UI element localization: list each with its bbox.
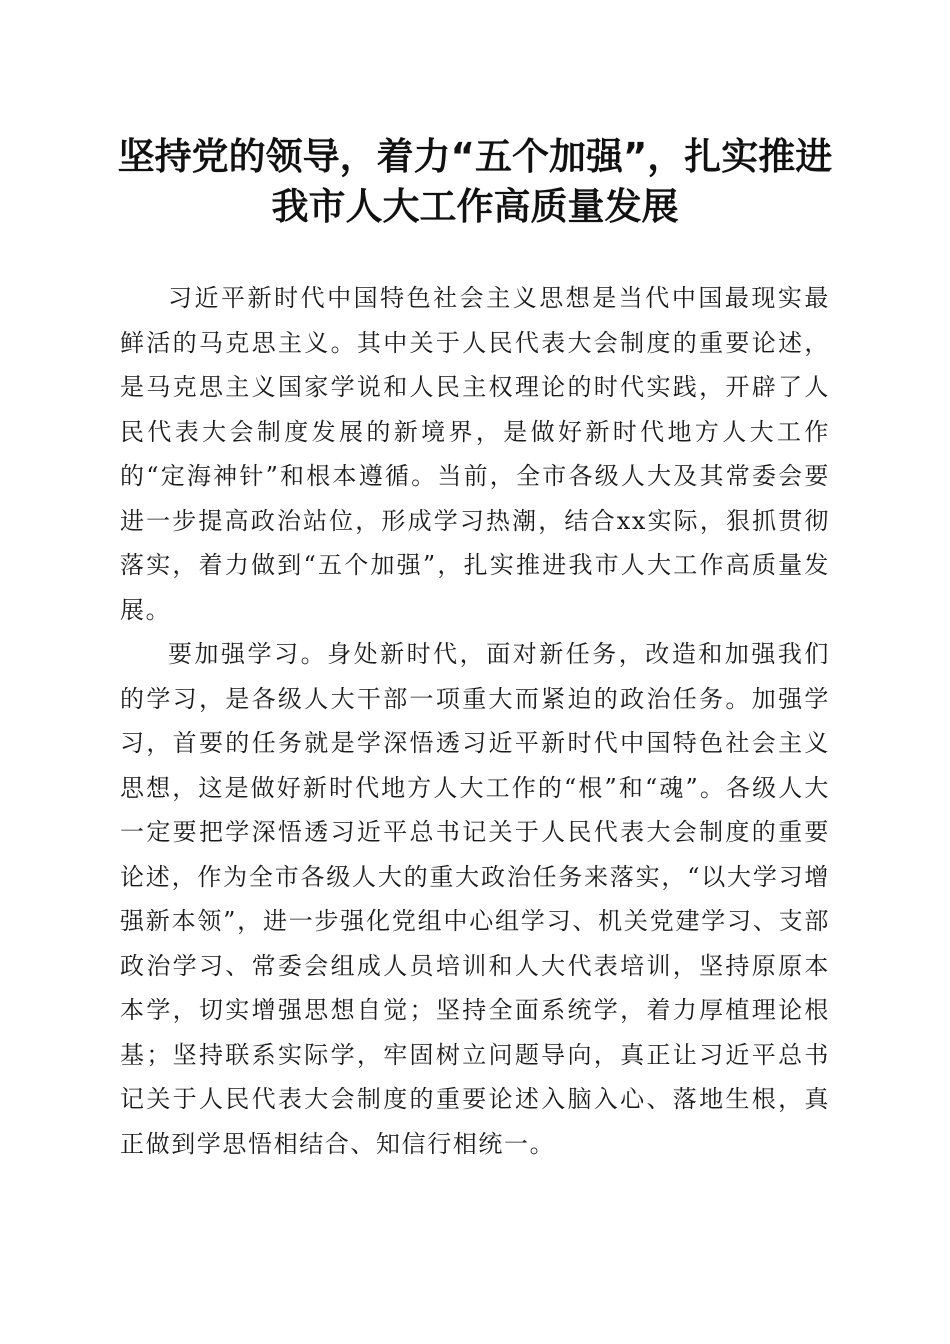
paragraph-intro: 习近平新时代中国特色社会主义思想是当代中国最现实最鲜活的马克思主义。其中关于人民代表大会制度的重要论述，是马克思主义国家学说和人民主权理论的时代实践，开辟了人民代表大会制度发展的新境界，是做好新时代地方人大工作的“定海神针”和根本遵循。当前，全市各级人大及其常委会要进一步提高政治站位，形成学习热潮，结合xx实际，狠抓贯彻落实，着力做到“五个加强”，扎实推进我市人大工作高质量发展。	[120, 284, 830, 624]
document-body	[120, 276, 830, 1166]
title-line-2: 我市人大工作高质量发展	[271, 185, 679, 228]
document-title	[110, 132, 840, 232]
paragraph-strengthen-learning: 要加强学习。身处新时代，面对新任务，改造和加强我们的学习，是各级人大干部一项重大而紧迫的政治任务。加强学习，首要的任务就是学深悟透习近平新时代中国特色社会主义思想，这是做好新时代地方人大工作的“根”和“魂”。各级人大一定要把学深悟透习近平总书记关于人民代表大会制度的重要论述，作为全市各级人大的重大政治任务来落实，“以大学习增强新本领”，进一步强化党组中心组学习、机关党建学习、支部政治学习、常委会组成人员培训和人大代表培训，坚持原原本本学，切实增强思想自觉；坚持全面系统学，着力厚植理论根基；坚持联系实际学，牢固树立问题导向，真正让习近平总书记关于人民代表大会制度的重要论述入脑入心、落地生根，真正做到学思悟相结合、知信行相统一。	[120, 640, 830, 1158]
title-line-1: 坚持党的领导，着力“五个加强”，扎实推进	[117, 135, 833, 178]
